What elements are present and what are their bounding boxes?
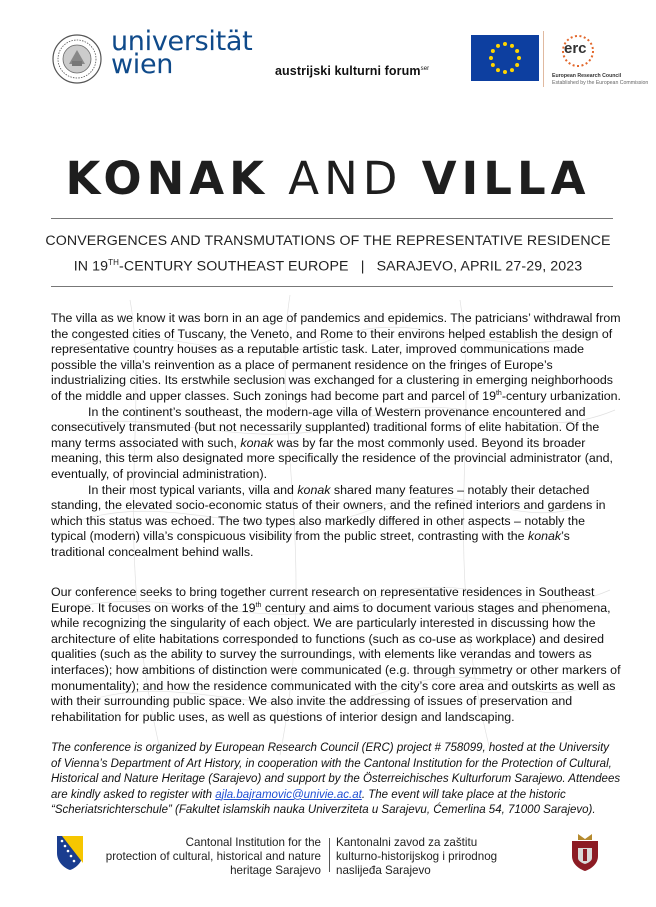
body-emphasis: konak [297,482,331,497]
body-emphasis: konak [528,529,562,544]
eu-star [515,63,519,67]
conference-paragraph [51,585,621,725]
body-paragraph [51,405,621,483]
footer-institution-bs [336,836,556,878]
title-word-and: AND [288,152,403,205]
subtitle [30,231,626,278]
eu-star [503,70,507,74]
footer-bs-line: kulturno-historijskog i prirodnog [336,850,498,863]
footer-bs-line: Kantonalni zavod za zaštitu [336,836,478,849]
university-name-line2: wien [111,49,174,80]
kulturforum-name: austrijski kulturni forum [275,64,421,78]
body-text: In their most typical variants, villa and [88,482,298,497]
subtitle-line2 [30,252,626,278]
body-text: century and aims to document various stages and phenomena, while recognizing the singularity of each object. We are particularly interested in discussing how the architecture of elite habitations corresponded to functions (such as co-use as workplace) and desired qualities (such as the ability to survey the surroundings, with elements like verandas and towers as interfaces); how ambitions of distinction were communicated (e.g. through symmetry or other markers of monumentality); and how the residence communicated with the city’s core area and outskirts as well as with their surrounding public space. We also invite the addressing of issues of preservation and rehabilitation for public uses, as well as questions of interior design and landscaping. [51,600,621,724]
organizer-text: . The event will take place at the historic “Scheriatsrichterschule” (Fakultet islamskih nauka Univerziteta u Sarajevu, Ćemerlina 54, 71000 Sarajevo). [51,788,596,817]
eu-star [491,49,495,53]
title-word-villa: VILLA [421,152,591,205]
title-rule-bottom [51,286,613,287]
body-emphasis: konak [240,435,274,450]
footer-institution-en [95,836,321,878]
university-name-line1: universität [111,26,253,57]
eu-star [496,68,500,72]
registration-email-link[interactable]: ajla.bajramovic@univie.ac.at [215,788,362,801]
body-text: -century urbanization. [501,388,621,403]
title-rule-top [51,218,613,219]
body-text: ’s traditional concealment behind walls. [51,529,570,559]
footer-bs-line: naslijeđa Sarajevo [336,864,431,877]
subtitle-line2-pre: IN 19 [73,258,109,275]
body-text: The villa as we know it was born in an age of pandemics and epidemics. The patricians’ withdrawal from the congested cities of Tuscany, the Veneto, and Rome to their environs helped establish the design of representative country houses as a reputable artistic task. Later, improved communications made possible the villa’s reinvention as a place of permanent residence on the fringes of Europe’s industrializing cities. Its erstwhile seclusion was exchanged for a clustering in emerging neighborhoods of the middle and upper classes. Such zonings had become part and parcel of 19 [51,311,621,403]
eu-star [496,44,500,48]
erc-divider [543,31,544,87]
body-paragraph [51,483,621,561]
footer-en-line: heritage Sarajevo [230,864,321,877]
eu-flag-icon [471,35,539,81]
eu-star [510,68,514,72]
erc-logo-icon [552,31,652,89]
organizer-text: The conference is organized by European Research Council (ERC) project # 758099, hosted at the University of Vienna’s Department of Art History, in cooperation with the Cantonal Institution for the Protection of Cultural, Historical and Nature Heritage (Sarajevo) and support by the Österreichisches Kulturforum Sarajewo. Attendees are kindly asked to register with [51,742,621,801]
eu-star [515,49,519,53]
title-word-konak: KONAK [65,152,269,205]
organizer-note [51,741,621,819]
body-text: In the continent’s southeast, the modern-age villa of Western provenance encountered and consecutively transmuted (but not necessarily supplanted) traditional forms of elite habitation. Of the many terms associated with such, [51,404,600,450]
body-sup: th [495,389,502,397]
intro-paragraphs [51,311,621,561]
eu-star [517,56,521,60]
body-text: was by far the most commonly used. Beyond its broader meaning, this term also designated more specifically the residence of the provincial administrator (and, eventually, of provincial administration). [51,435,613,481]
kulturforum-logo [275,64,429,78]
erc-letters: erc [564,40,587,57]
erc-subcaption: Established by the European Commission [552,80,649,86]
subtitle-line2-sup: TH [108,258,120,267]
footer-en-line: Cantonal Institution for the [185,836,321,849]
footer-en-line: protection of cultural, historical and nature [105,850,321,863]
eu-star [489,56,493,60]
body-sup: th [255,601,262,609]
kulturforum-suffix: ser [420,65,430,72]
subtitle-line2-post: -CENTURY SOUTHEAST EUROPE | SARAJEVO, APRIL 27-29, 2023 [119,258,583,275]
body-text: shared many features – notably their detached standing, the elevated socio-economic status of their owners, and the refined interiors and gardens in which this status was echoed. The two types also markedly differed in other aspects – notably the typical (modern) villa’s conspicuous visibility from the public street, contrasting with the [51,482,606,544]
university-seal-icon [52,34,102,84]
university-logo-text [111,26,253,80]
bih-shield-icon [56,835,84,871]
eu-star [503,42,507,46]
body-text: Our conference seeks to bring together current research on representative residences in Southeast Europe. It focuses on works of the 19 [51,585,595,615]
body-paragraph [51,585,621,725]
erc-caption: European Research Council [552,73,622,79]
subtitle-line1: CONVERGENCES AND TRANSMUTATIONS OF THE REPRESENTATIVE RESIDENCE [45,233,611,249]
eu-star [491,63,495,67]
body-paragraph [51,311,621,405]
footer-divider [329,838,330,872]
eu-star [510,44,514,48]
canton-emblem-icon [570,832,600,872]
page-title [0,152,656,205]
